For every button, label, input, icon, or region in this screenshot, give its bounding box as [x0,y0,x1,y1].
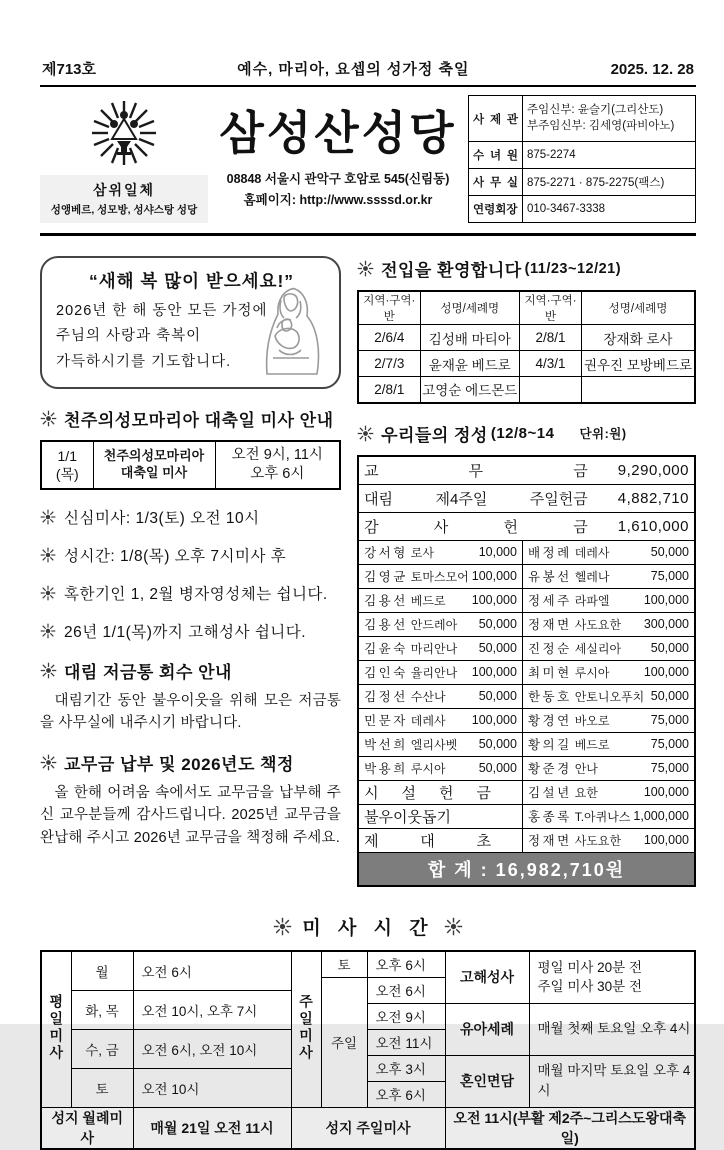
notice-text: 성시간: 1/8(목) 오후 7시미사 후 [64,547,287,565]
donor-name: 박선희 [364,738,408,752]
donor-name: 김용선 [364,618,408,632]
left-column [40,256,341,887]
church-name-block [218,95,458,223]
feast-mass-table [40,440,341,490]
donor-row [358,756,695,780]
shrine-sunday-mass-time: 오전 11시(부활 제2주~그리스도왕대축일) [445,1107,695,1149]
church-name: 삼성산성당 [219,108,457,160]
offering-amount: 9,290,000 [617,461,689,479]
feast-day-title: 예수, 마리아, 요셉의 성가정 축일 [237,61,470,78]
table-row: 2/6/4 김성배 마티아 2/8/1 장재화 로사 [358,325,695,351]
donor-baptismal-name: 베드로 [574,737,610,752]
parish-emblem-icon [40,585,56,601]
new-year-greeting-box [40,256,341,389]
donor-amount: 100,000 [643,593,689,607]
donor-amount: 10,000 [478,545,517,559]
column-header: 지역·구역·반 [520,291,582,325]
donor-amount: 300,000 [643,617,689,631]
weekday-time: 오전 10시, 오후 7시 [133,990,291,1029]
donor-baptismal-name: 헬레나 [574,569,610,584]
madonna-and-child-illustration [251,284,333,381]
section-heading-text: 대림 저금통 회수 안내 [64,662,232,682]
masthead-top-row [40,58,696,87]
column-header: 지역·구역·반 [358,291,420,325]
sunday-mass-time: 오후 6시 [367,1081,445,1107]
donor-row [358,684,695,708]
special-offering-row [358,804,695,828]
bulletin-date: 2025. 12. 28 [610,61,694,78]
donor-amount: 50,000 [650,641,689,655]
parish-emblem-block [40,95,208,223]
donor-baptismal-name: 루시아 [410,761,446,776]
donor-row [358,612,695,636]
shrine-monthly-mass-label: 성지 월례미사 [41,1107,133,1149]
transfers-period: (11/23~12/21) [524,260,622,277]
donor-baptismal-name: 세실리아 [574,641,622,656]
offering-label: 대림 제4주일 주일헌금 [364,490,588,508]
contact-table [468,95,696,223]
donor-name: 정재면 [527,618,572,632]
offerings-unit: 단위:원) [579,427,627,441]
donor-name: 김윤숙 [364,642,408,656]
mass-times-table [40,950,696,1150]
donor-amount: 100,000 [643,833,689,847]
donor-baptismal-name: 베드로 [410,593,446,608]
confession-time-weekday: 평일 미사 20분 전 [537,959,643,975]
donor-amount: 75,000 [650,761,689,775]
weekday-day: 월 [71,951,133,990]
notice-holy-hour [40,544,341,566]
offerings-table [357,455,696,888]
donor-name: 강서형 [364,546,408,560]
parish-emblem-icon [357,260,374,277]
weekday-time: 오전 6시 [133,951,291,990]
confession-label: 고해성사 [445,951,529,1003]
donor-name: 김인숙 [364,666,408,680]
donor-amount: 100,000 [643,785,689,799]
feast-mass-date: 1/1 [57,447,77,464]
greeting-line-2: 주님의 사랑과 축복이 [56,328,202,345]
donor-row [358,732,695,756]
sunday-mass-label: 주일미사 [291,951,321,1107]
saturday-label: 토 [321,951,367,977]
donor-name: 최미현 [527,666,572,680]
donor-amount: 75,000 [650,569,689,583]
donor-baptismal-name: 율리안나 [410,665,458,680]
offering-amount: 4,882,710 [617,489,689,507]
church-address: 08848 서울시 관악구 호암로 545(신림동) [226,171,450,186]
special-offering-label: 불우이웃돕기 [364,808,452,826]
weekday-time: 오전 6시, 오전 10시 [133,1029,291,1068]
donor-baptismal-name: 사도요한 [574,833,622,848]
mass-times-title-text: 미 사 시 간 [302,918,434,939]
table-row: 2/7/3 윤재윤 베드로 4/3/1 권우진 모방베드로 [358,351,695,377]
transfers-table [357,290,696,404]
offering-label: 감 사 헌 금 [364,518,588,536]
donor-amount: 75,000 [650,737,689,751]
greeting-title: “새해 복 많이 받으세요!” [89,271,295,291]
special-offering-label: 시 설 헌 금 [364,784,491,802]
offerings-period: (12/8~14 [490,424,555,442]
parish-emblem-icon [40,547,56,563]
associate-pastor-line: 부주임신부: 김세영(파비아노) [527,119,675,132]
transfers-heading [357,256,696,281]
feast-mass-name-2: 대축일 미사 [120,464,188,480]
shrine-sunday-mass-label: 성지 주일미사 [291,1107,445,1149]
sunday-label: 주일 [321,977,367,1107]
donor-amount: 50,000 [478,737,517,751]
special-offering-row [358,780,695,804]
marriage-interview-label: 혼인면담 [445,1055,529,1107]
mass-times-title [40,913,696,940]
contact-label-convent: 수 녀 원 [473,150,518,163]
parish-emblem-icon [40,509,56,525]
parish-emblem-icon [88,95,160,169]
parish-emblem-icon [40,623,56,639]
donor-amount: 50,000 [478,689,517,703]
donor-baptismal-name: 요한 [574,785,598,800]
trinity-caption: 삼위일체 [92,182,156,198]
feast-mass-heading [40,406,341,431]
notice-text: 혹한기인 1, 2월 병자영성체는 쉽니다. [64,585,328,603]
donor-amount: 100,000 [471,713,517,727]
greeting-line-1: 2026년 한 해 동안 모든 가정에 [56,303,268,319]
donor-name: 배정례 [527,546,572,560]
donor-baptismal-name: 바오로 [574,713,610,728]
church-dues-heading [40,750,341,775]
pastor-line: 주임신부: 윤슬기(그리산도) [527,104,664,117]
donor-row [358,636,695,660]
section-heading-text: 교무금 납부 및 2026년도 책정 [64,754,294,774]
donor-baptismal-name: 토마스모어 [410,569,469,584]
donor-baptismal-name: T.아퀴나스 [574,809,631,824]
donor-name: 홍종록 [527,810,572,824]
donor-row [358,540,695,564]
shrine-monthly-mass-time: 매월 21일 오전 11시 [133,1107,291,1149]
donor-amount: 50,000 [478,761,517,775]
offerings-total: 합 계 : 16,982,710원 [358,852,695,886]
contact-label-funeral-chair: 연령회장 [473,204,518,217]
donor-name: 황경연 [527,714,572,728]
confession-time-sunday: 주일 미사 30분 전 [537,979,643,995]
feast-mass-name-1: 천주의성모마리아 [103,448,205,464]
special-offering-label: 제 대 초 [364,832,491,850]
summary-row [358,512,695,540]
donor-row [358,564,695,588]
donor-name: 김정선 [364,690,408,704]
donor-amount: 50,000 [478,641,517,655]
donor-amount: 50,000 [650,545,689,559]
special-offering-row [358,828,695,852]
donor-name: 황준경 [527,762,572,776]
donor-name: 유봉선 [527,570,572,584]
parish-emblem-icon [40,754,57,771]
donor-row [358,708,695,732]
parish-emblem-icon [273,917,292,936]
parish-emblem-icon [40,662,57,679]
donor-name: 정재면 [527,834,572,848]
sunday-mass-time: 오전 6시 [367,977,445,1003]
weekday-day: 수, 금 [71,1029,133,1068]
feast-mass-heading-text: 천주의성모마리아 대축일 미사 안내 [64,411,334,431]
offering-label: 교 무 금 [364,462,588,480]
sunday-mass-time: 오후 6시 [367,951,445,977]
donor-baptismal-name: 루시아 [574,665,610,680]
sunday-mass-time: 오전 9시 [367,1003,445,1029]
offering-amount: 1,610,000 [617,517,689,535]
contact-label-office: 사 무 실 [473,177,518,190]
donor-row [358,660,695,684]
summary-row [358,456,695,485]
donor-amount: 100,000 [471,593,517,607]
funeral-chair-phone: 010-3467-3338 [523,196,696,223]
offerings-total-row [358,852,695,886]
parish-emblem-icon [40,410,57,427]
convent-phone: 875-2274 [523,142,696,169]
donor-name: 민문자 [364,714,408,728]
donor-baptismal-name: 라파엘 [574,593,610,608]
donor-baptismal-name: 안드레아 [410,617,458,632]
donor-amount: 50,000 [650,689,689,703]
donor-name: 김용선 [364,594,408,608]
donor-name: 진정순 [527,642,572,656]
weekday-time: 오전 10시 [133,1068,291,1107]
donor-baptismal-name: 수산나 [410,689,446,704]
emblem-caption [40,175,208,223]
donor-amount: 1,000,000 [633,809,689,823]
donor-row [358,588,695,612]
weekday-mass-label: 평일미사 [41,951,71,1107]
donor-name: 정세주 [527,594,572,608]
piggy-bank-body: 대림기간 동안 불우이웃을 위해 모은 저금통을 사무실에 내주시기 바랍니다. [40,692,342,732]
notice-sick-communion [40,582,341,604]
donor-baptismal-name: 로사 [410,545,434,560]
column-header: 성명/세례명 [420,291,519,325]
donor-baptismal-name: 안나 [574,761,598,776]
donor-amount: 100,000 [643,665,689,679]
shrine-mass-row [41,1107,695,1149]
marriage-interview-time: 매월 마지막 토요일 오후 4시 [529,1055,695,1107]
donor-name: 한동호 [527,690,572,704]
donor-amount: 100,000 [471,665,517,679]
notice-text: 신심미사: 1/3(토) 오전 10시 [64,509,260,527]
notice-text: 26년 1/1(목)까지 고해성사 쉽니다. [64,623,307,641]
issue-number: 제713호 [42,61,97,78]
piggy-bank-heading [40,658,341,683]
church-dues-body: 올 한해 어려움 속에서도 교무금을 납부해 주신 교우분들께 감사드립니다. 2025년 교무금을 완납해 주시고 2026년 교무금을 책정해 주세요. [40,784,342,846]
notice-devotional-mass [40,506,341,528]
donor-name: 김영균 [364,570,408,584]
donor-baptismal-name: 엘리사벳 [410,737,458,752]
greeting-line-3: 가득하시기를 기도합니다. [56,353,232,370]
parish-emblem-icon [444,917,463,936]
office-phone: 875-2271 · 875-2275(팩스) [523,169,696,196]
donor-amount: 75,000 [650,713,689,727]
donor-baptismal-name: 사도요한 [574,617,622,632]
donor-name: 박용희 [364,762,408,776]
table-row: 2/8/1 고영순 에드몬드 [358,377,695,403]
transfers-heading-text: 전입을 환영합니다 [381,261,522,280]
offerings-heading [357,421,696,446]
weekday-day: 토 [71,1068,133,1107]
feast-mass-time-2: 오후 6시 [250,465,305,482]
notice-confession-break [40,620,341,642]
donor-name: 김설년 [527,786,572,800]
feast-mass-day: (목) [55,465,79,482]
patron-saints-caption: 성앵베르, 성모방, 성샤스탕 성당 [50,204,198,216]
donor-name: 황의길 [527,738,572,752]
infant-baptism-time: 매월 첫째 토요일 오후 4시 [529,1003,695,1055]
sunday-mass-time: 오후 3시 [367,1055,445,1081]
column-header: 성명/세례명 [582,291,695,325]
summary-row [358,484,695,512]
contact-label-rectory: 사 제 관 [473,113,518,126]
weekday-day: 화, 목 [71,990,133,1029]
donor-baptismal-name: 마리안나 [410,641,458,656]
infant-baptism-label: 유아세례 [445,1003,529,1055]
offerings-heading-text: 우리들의 정성 [381,425,488,445]
donor-baptismal-name: 데레사 [574,545,610,560]
donor-baptismal-name: 안토니오푸치 [574,689,645,704]
sunday-mass-time: 오전 11시 [367,1029,445,1055]
donor-amount: 100,000 [471,569,517,583]
masthead [40,87,696,236]
feast-mass-time-1: 오전 9시, 11시 [231,447,323,464]
right-column [357,256,696,887]
parish-emblem-icon [357,425,374,442]
church-homepage: 홈페이지: http://www.ssssd.or.kr [243,192,433,207]
donor-baptismal-name: 데레사 [410,713,446,728]
donor-amount: 50,000 [478,617,517,631]
